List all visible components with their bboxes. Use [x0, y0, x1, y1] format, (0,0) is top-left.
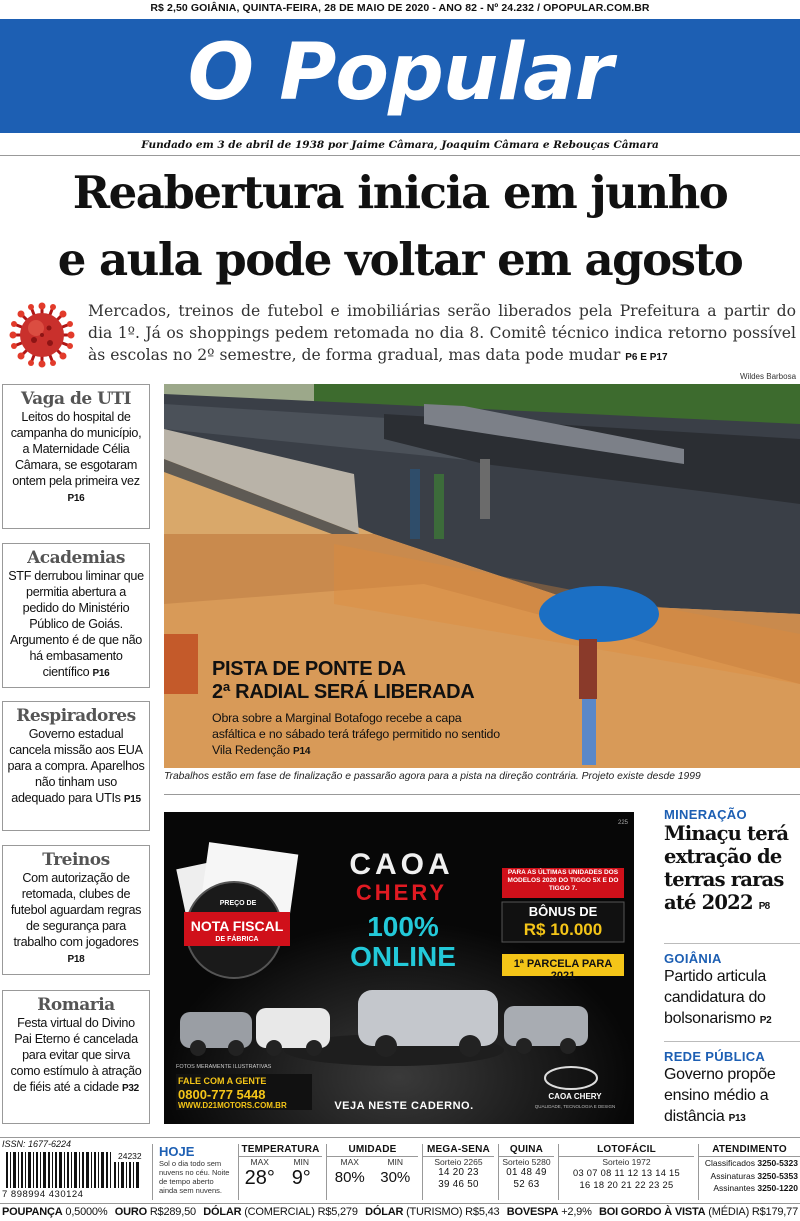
story-goiania[interactable]	[664, 951, 800, 1031]
ticker-key: BOI GORDO À VISTA	[599, 1206, 706, 1218]
story-label: MINERAÇÃO	[664, 807, 747, 822]
atendimento-phone: 3250-5323	[757, 1158, 798, 1168]
ticker-key: DÓLAR	[365, 1206, 404, 1218]
brief-body: Governo estadual cancela missão aos EUA para a compra. Aparelhos não tinham uso adequado para UTIs	[7, 727, 145, 805]
market-ticker	[0, 1206, 800, 1221]
story-label: REDE PÚBLICA	[664, 1049, 766, 1064]
ad-phone[interactable]: 0800-777 5448	[178, 1087, 266, 1102]
ad-bonus-label: BÔNUS DE	[528, 904, 598, 919]
brief-title: Academias	[27, 548, 125, 568]
photo-headline-line1: PISTA DE PONTE DA	[212, 658, 406, 680]
photo-credit: Wildes Barbosa	[740, 372, 797, 381]
weather-today-text: Sol o dia todo sem nuvens no céu. Noite de tempo aberto ainda sem nuvens.	[159, 1159, 230, 1195]
story-title-text: Minaçu terá extração de terras raras até 2022	[664, 822, 789, 914]
story-title	[664, 966, 800, 1031]
quina-numbers-row1: 01 48 49	[506, 1167, 547, 1178]
atendimento-label: Classificados	[704, 1158, 755, 1168]
brief-text	[7, 1015, 145, 1097]
headline-deck	[88, 300, 796, 369]
ticker-item	[203, 1206, 358, 1221]
quina-box	[498, 1144, 554, 1200]
issn: ISSN: 1677-6224	[2, 1139, 72, 1149]
quina-title: QUINA	[499, 1144, 554, 1157]
photo-headline[interactable]	[212, 658, 474, 704]
divider	[0, 1203, 800, 1204]
atendimento-label: Assinantes	[713, 1183, 755, 1193]
ad-code: 225	[618, 820, 629, 826]
divider	[0, 155, 800, 156]
story-title	[664, 1064, 800, 1129]
ad-bottom-brand: CAOA CHERY	[548, 1092, 602, 1101]
temperature-title: TEMPERATURA	[239, 1144, 322, 1157]
brief-body: STF derrubou liminar que permitia abertura a pedido do Ministério Público de Goiás. Argumento é de que não há embasamento científico	[8, 569, 144, 679]
photo-summary	[212, 710, 502, 760]
story-title-text: Partido articula candidatura do bolsonarismo	[664, 968, 766, 1027]
humidity-box	[326, 1144, 418, 1200]
ad-tagline: QUALIDADE, TECNOLOGIA E DESIGN	[534, 1104, 616, 1109]
atendimento-box	[698, 1144, 800, 1200]
brief-title: Treinos	[42, 850, 110, 870]
photo-page-ref[interactable]: P14	[293, 746, 311, 757]
atendimento-label: Assinaturas	[710, 1170, 755, 1181]
ad-promo-text: PARA AS ÚLTIMAS UNIDADES DOS MODELOS 2020 DO TIGGO 5X E DO TIGGO 7.	[507, 869, 619, 892]
brief-text	[7, 568, 145, 682]
founded-line: Fundado em 3 de abril de 1938 por Jaime Câmara, Joaquim Câmara e Rebouças Câmara	[141, 139, 659, 151]
ticker-item	[2, 1206, 107, 1221]
story-title	[664, 822, 800, 918]
ticker-value: 0,5000%	[65, 1206, 108, 1218]
brief-title: Romaria	[37, 995, 115, 1015]
lotofacil-title: LOTOFÁCIL	[559, 1144, 694, 1157]
ad-brand-chery: CHERY	[355, 880, 448, 905]
story-title-text: Governo propõe ensino médio a distância	[664, 1066, 776, 1125]
ad-veja-caderno: VEJA NESTE CADERNO.	[334, 1100, 474, 1112]
brief-page-ref: P15	[123, 794, 141, 805]
main-headline-line1[interactable]: Reabertura inicia em junho	[72, 166, 728, 219]
lotofacil-box	[558, 1144, 694, 1200]
story-page-ref: P13	[728, 1113, 746, 1124]
photo-summary-text: Obra sobre a Marginal Botafogo recebe a capa asfáltica e no sábado terá tráfego permitido no sentido Vila Redenção	[212, 711, 500, 757]
ad-nota-fiscal: NOTA FISCAL	[190, 918, 284, 934]
atendimento-phone: 3250-1220	[757, 1183, 798, 1193]
ticker-item	[115, 1206, 196, 1221]
ad-disclaimer: FOTOS MERAMENTE ILUSTRATIVAS	[176, 1064, 272, 1070]
temperature-min-label: MIN	[293, 1157, 310, 1167]
temperature-min: 9°	[291, 1167, 311, 1189]
humidity-min-label: MIN	[387, 1157, 404, 1167]
brief-page-ref: P32	[122, 1083, 139, 1094]
story-label: GOIÂNIA	[664, 951, 722, 966]
caoa-chery-advertisement[interactable]	[164, 812, 634, 1124]
ad-brand-caoa: CAOA	[349, 848, 454, 881]
ad-nota-preco: PREÇO DE	[219, 900, 257, 907]
ad-contact-label: FALE COM A GENTE	[178, 1076, 267, 1086]
ad-website[interactable]: WWW.D21MOTORS.COM.BR	[178, 1101, 287, 1110]
quina-draw: Sorteio 5280	[502, 1157, 551, 1167]
atendimento-classificados[interactable]	[699, 1157, 798, 1170]
ticker-value: (TURISMO) R$5,43	[406, 1206, 500, 1218]
weather-today-title: HOJE	[159, 1144, 195, 1159]
ticker-value: R$289,50	[149, 1206, 196, 1218]
brief-body: Leitos do hospital de campanha do município, a Maternidade Célia Câmara, se esgotaram ontem pela primeira vez	[10, 410, 142, 488]
megasena-numbers-row2: 39 46 50	[438, 1179, 479, 1190]
ad-bonus-value: R$ 10.000	[523, 920, 603, 939]
story-mineracao[interactable]	[664, 807, 800, 918]
megasena-numbers-row1: 14 20 23	[438, 1167, 479, 1178]
divider	[164, 794, 800, 795]
megasena-draw: Sorteio 2265	[434, 1157, 483, 1167]
megasena-title: MEGA-SENA	[423, 1144, 494, 1157]
coronavirus-icon	[9, 302, 75, 368]
atendimento-assinantes[interactable]	[699, 1182, 798, 1195]
brief-page-ref: P16	[92, 668, 110, 679]
edition-code: 24232	[118, 1151, 142, 1161]
lotofacil-numbers-row2: 16 18 20 21 22 23 25	[579, 1180, 674, 1190]
brief-academias[interactable]	[2, 543, 150, 688]
humidity-max: 80%	[334, 1169, 365, 1186]
edition-line: R$ 2,50 GOIÂNIA, QUINTA-FEIRA, 28 DE MAIO DE 2020 - ANO 82 - Nº 24.232 / OPOPULAR.COM.BR	[150, 2, 650, 14]
brief-treinos[interactable]	[2, 845, 150, 975]
brief-respiradores[interactable]	[2, 701, 150, 831]
divider	[664, 1041, 800, 1042]
deck-text: Mercados, treinos de futebol e imobiliárias serão liberados pela Prefeitura a partir do dia 1º. Já os shoppings pedem retomada no dia 8. Comitê técnico indica retorno possível às escolas no 2º semestre, de forma gradual, mas data pode mudar	[88, 302, 796, 364]
brief-romaria[interactable]	[2, 990, 150, 1124]
brief-page-ref: P18	[67, 954, 85, 965]
ticker-item	[507, 1206, 592, 1221]
ticker-key: POUPANÇA	[2, 1206, 63, 1218]
ad-nota-fabrica: DE FÁBRICA	[215, 936, 259, 943]
humidity-max-label: MAX	[340, 1157, 359, 1167]
brief-title: Respiradores	[16, 706, 136, 726]
divider	[664, 943, 800, 944]
ticker-key: BOVESPA	[506, 1206, 559, 1218]
humidity-min: 30%	[380, 1169, 411, 1186]
ticker-item	[365, 1206, 499, 1221]
brief-body: Festa virtual do Divino Pai Eterno é cancelada para evitar que sirva como estímulo à atração de fiéis até a cidade	[10, 1016, 142, 1094]
atendimento-assinaturas[interactable]	[699, 1170, 798, 1183]
brief-text	[7, 726, 145, 808]
ticker-value: +2,9%	[561, 1206, 592, 1218]
brief-page-ref: P16	[67, 493, 85, 504]
main-headline-line2[interactable]: e aula pode voltar em agosto	[57, 233, 743, 286]
ticker-key: OURO	[114, 1206, 147, 1218]
story-page-ref: P8	[758, 901, 770, 912]
temperature-max: 28°	[244, 1167, 275, 1189]
lotofacil-numbers-row1: 03 07 08 11 12 13 14 15	[572, 1168, 681, 1178]
brief-text	[7, 409, 145, 507]
temperature-max-label: MAX	[250, 1157, 269, 1167]
deck-page-ref[interactable]: P6 E P17	[625, 352, 668, 363]
brief-vaga-uti[interactable]	[2, 384, 150, 529]
barcode-number: 7 898994 430124	[2, 1189, 84, 1200]
photo-headline-line2: 2ª RADIAL SERÁ LIBERADA	[212, 681, 475, 703]
divider	[0, 1137, 800, 1138]
brief-text	[7, 870, 145, 968]
newspaper-logo[interactable]: O Popular	[187, 28, 613, 118]
ticker-key: DÓLAR	[203, 1206, 242, 1218]
ad-online-claim: 100% ONLINE	[350, 911, 456, 972]
megasena-box	[422, 1144, 494, 1200]
quina-numbers-row2: 52 63	[513, 1179, 540, 1190]
atendimento-title: ATENDIMENTO	[699, 1144, 800, 1157]
ticker-value: (MÉDIA) R$179,77	[708, 1206, 798, 1218]
humidity-title: UMIDADE	[327, 1144, 418, 1157]
brief-body: Com autorização de retomada, clubes de futebol aguardam regras de segurança para trabalho com jogadores	[10, 871, 142, 949]
story-page-ref: P2	[759, 1015, 772, 1026]
temperature-box	[238, 1144, 322, 1200]
lotofacil-draw: Sorteio 1972	[602, 1157, 651, 1167]
story-rede-publica[interactable]	[664, 1049, 800, 1129]
photo-caption: Trabalhos estão em fase de finalização e passarão agora para a pista na direção contrária. Projeto existe desde 1999	[164, 771, 701, 782]
brief-title: Vaga de UTI	[20, 389, 131, 409]
ad-parcela: 1ª PARCELA PARA 2021	[513, 958, 613, 982]
weather-today	[152, 1144, 234, 1200]
ticker-value: (COMERCIAL) R$5,279	[244, 1206, 358, 1218]
ticker-item	[599, 1206, 798, 1221]
atendimento-phone: 3250-5353	[757, 1170, 798, 1181]
